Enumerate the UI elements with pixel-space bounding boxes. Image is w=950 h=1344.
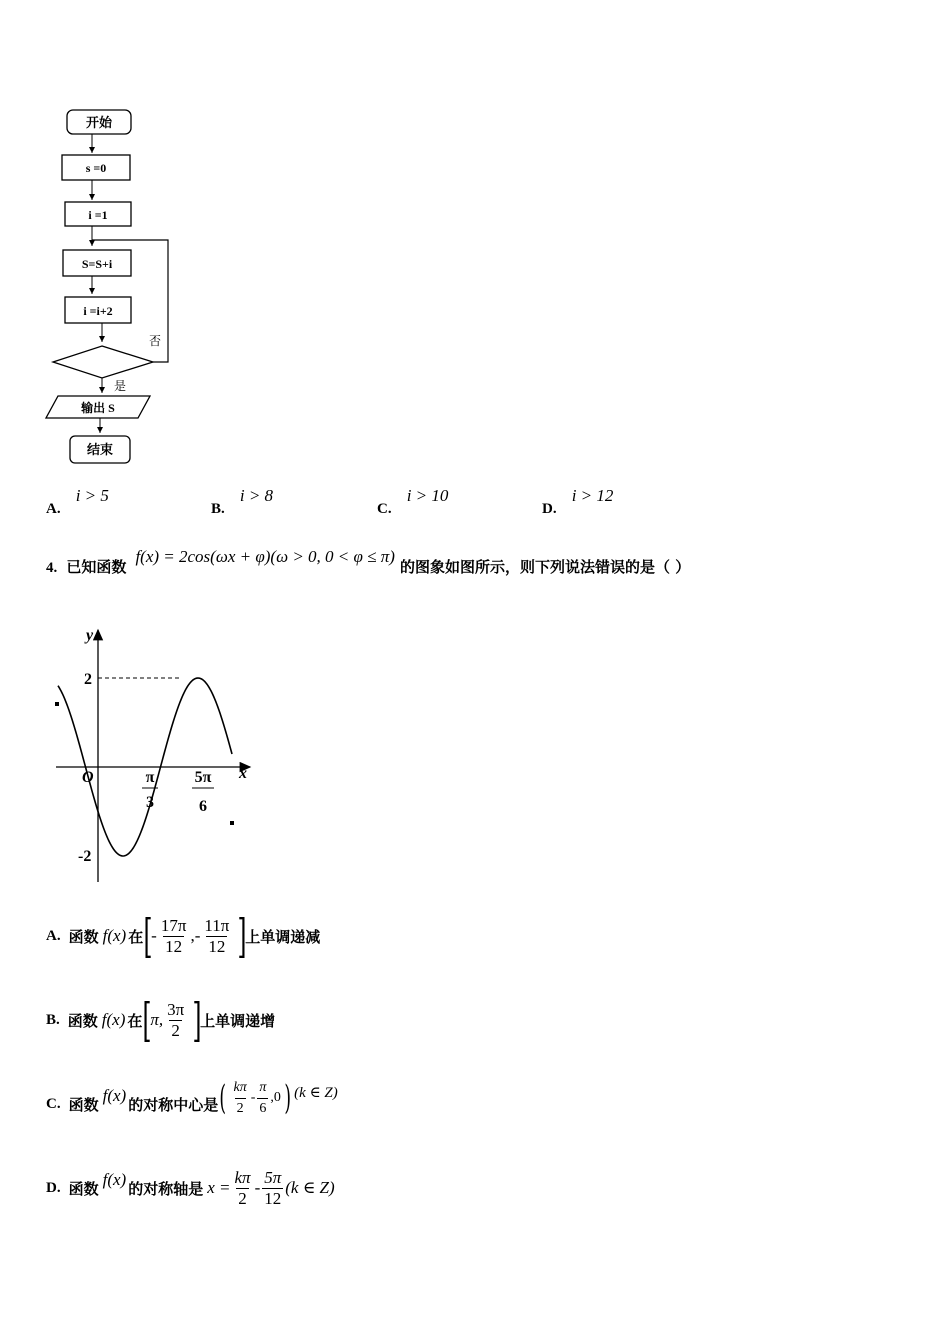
- option-label: D.: [46, 1179, 61, 1196]
- svg-text:结束: 结束: [86, 442, 114, 457]
- option-func: f(x): [102, 1170, 127, 1189]
- option-pre: 函数: [68, 927, 99, 946]
- fraction: $\frac{11\pi}{12}$: [204, 915, 230, 956]
- option-expr: i > 12: [571, 486, 614, 505]
- option-post: 上单调递减: [245, 927, 321, 946]
- q4-prefix: 已知函数: [66, 558, 127, 576]
- svg-text:i =1: i =1: [88, 208, 108, 222]
- option-expr: i > 5: [75, 486, 109, 505]
- flow-no-label: 否: [149, 334, 162, 348]
- flow-start-box: [67, 110, 131, 134]
- y-max-label: 2: [84, 671, 92, 688]
- option-label: B.: [46, 1011, 60, 1028]
- y-axis-label: y: [86, 627, 94, 644]
- flow-s-update-box: [63, 250, 131, 276]
- option-label: B.: [211, 501, 225, 517]
- q4-option-a: [46, 908, 320, 964]
- fraction: $\frac{\pi}{6}$: [257, 1078, 268, 1119]
- option-func: f(x): [102, 1086, 127, 1105]
- option-mid: 的对称轴是: [128, 1179, 204, 1198]
- flowchart: [40, 100, 200, 470]
- q4-option-d: [46, 1160, 335, 1216]
- center-y: ,0: [270, 1090, 281, 1105]
- y-min-label: -2: [78, 848, 92, 865]
- option-expr: i > 10: [406, 486, 449, 505]
- q3-option-a: [46, 486, 109, 517]
- interval-start: π,: [150, 1010, 164, 1029]
- option-mid: 在: [128, 927, 144, 946]
- svg-text:3: 3: [146, 794, 154, 811]
- option-condition: (k ∈ Z): [294, 1084, 338, 1101]
- option-post: 上单调递增: [200, 1011, 276, 1030]
- flow-output-box: [46, 396, 150, 418]
- option-expr: i > 8: [239, 486, 274, 505]
- svg-text:5π: 5π: [194, 769, 212, 786]
- svg-text:开始: 开始: [85, 115, 113, 130]
- q4-suffix: 的图象如图所示，则下列说法错误的是（ ）: [400, 558, 691, 576]
- q3-option-d: [542, 486, 614, 517]
- axis-x-eq: x =: [207, 1178, 231, 1197]
- q3-option-c: [377, 486, 449, 517]
- option-mid: 在: [127, 1011, 143, 1030]
- option-label: D.: [542, 501, 557, 517]
- q4-stem: [46, 546, 691, 576]
- comma-minus: ,-: [190, 926, 201, 945]
- option-mid: 的对称中心是: [128, 1095, 219, 1114]
- flow-i-update-box: [65, 297, 131, 323]
- option-pre: 函数: [68, 1095, 99, 1114]
- q4-function: f(x) = 2cos(ωx + φ)(ω > 0, 0 < φ ≤ π): [135, 547, 395, 566]
- left-bracket: [: [142, 993, 152, 1047]
- x-axis-label: x: [239, 765, 247, 782]
- svg-text:i =i+2: i =i+2: [83, 304, 113, 318]
- fraction: $\frac{17\pi}{12}$: [160, 915, 187, 956]
- svg-text:6: 6: [199, 798, 207, 815]
- q4-number: 4.: [46, 560, 58, 576]
- option-func: f(x): [101, 1010, 126, 1029]
- svg-text:s =0: s =0: [85, 161, 107, 175]
- fraction: $\frac{k\pi}{2}$: [234, 1167, 251, 1208]
- left-paren: (: [219, 1078, 227, 1118]
- option-func: f(x): [102, 926, 127, 945]
- option-pre: 函数: [68, 1179, 99, 1198]
- flow-end-box: [70, 436, 130, 463]
- option-label: C.: [46, 1095, 61, 1112]
- flow-s-init-box: [62, 155, 130, 180]
- option-label: A.: [46, 501, 61, 517]
- svg-text:π: π: [145, 769, 155, 786]
- option-label: C.: [377, 501, 392, 517]
- fraction: $\frac{3\pi}{2}$: [167, 999, 185, 1040]
- tick-5pi-over-6: [192, 769, 214, 815]
- left-bracket: [: [143, 909, 153, 963]
- right-bracket: ]: [192, 993, 202, 1047]
- fraction: $\frac{5\pi}{12}$: [264, 1167, 282, 1208]
- q4-option-b: [46, 992, 275, 1048]
- option-pre: 函数: [67, 1011, 98, 1030]
- svg-text:输出 S: 输出 S: [81, 401, 115, 415]
- q4-option-c: [46, 1076, 338, 1132]
- fraction: $\frac{k\pi}{2}$: [231, 1078, 248, 1119]
- flow-decision-diamond: [53, 346, 153, 378]
- minus-sign: -: [250, 1090, 256, 1105]
- origin-label: O: [82, 769, 94, 786]
- right-paren: ): [284, 1078, 291, 1118]
- minus-sign: -: [151, 926, 157, 945]
- flow-i-init-box: [65, 202, 131, 226]
- right-bracket: ]: [237, 909, 247, 963]
- option-label: A.: [46, 927, 61, 944]
- q3-option-b: [211, 486, 274, 517]
- curve-end-point: [230, 821, 234, 825]
- minus-sign: -: [254, 1178, 261, 1197]
- curve-start-point: [55, 702, 59, 706]
- flow-yes-label: 是: [114, 379, 127, 393]
- svg-text:S=S+i: S=S+i: [81, 257, 113, 271]
- option-condition: (k ∈ Z): [285, 1178, 335, 1197]
- function-graph: [40, 620, 270, 890]
